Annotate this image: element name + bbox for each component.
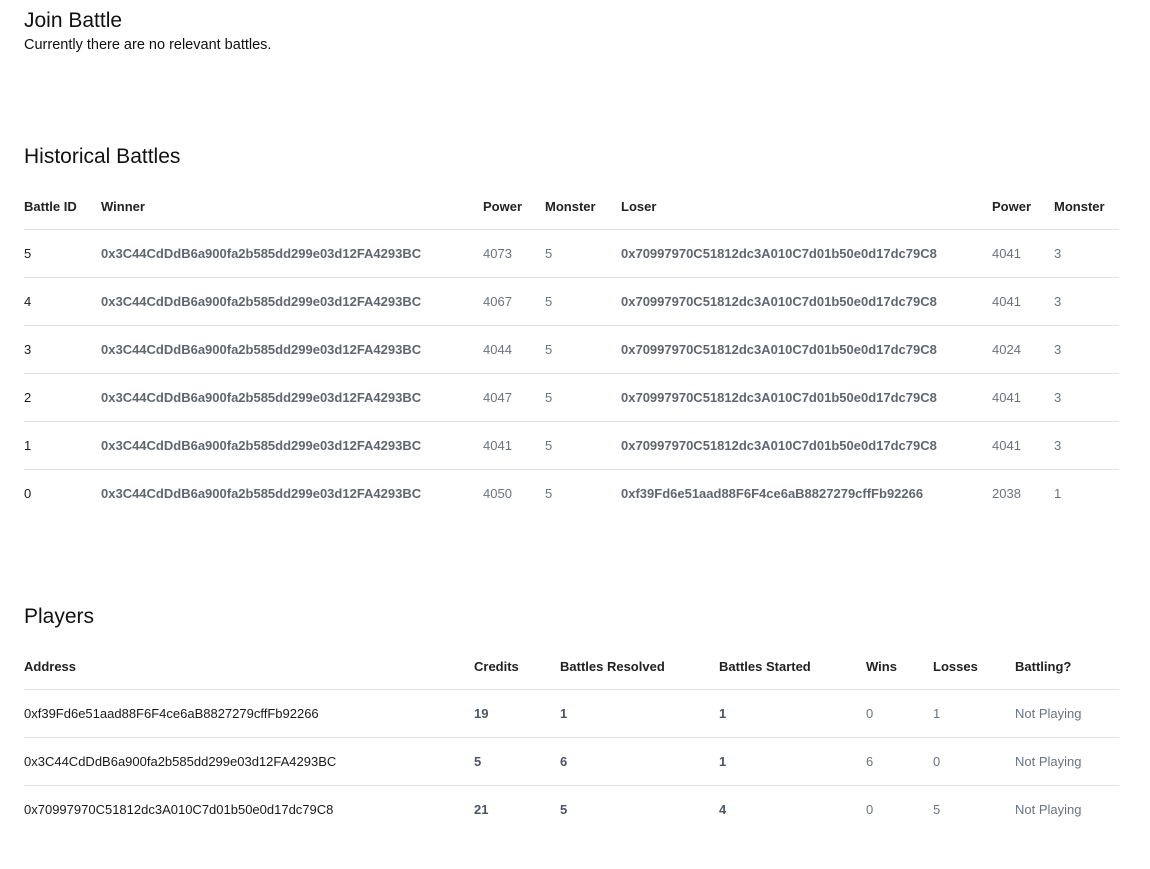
player-address: 0xf39Fd6e51aad88F6F4ce6aB8827279cffFb92266 xyxy=(24,690,474,738)
loser-monster: 3 xyxy=(1054,374,1119,422)
winner-monster: 5 xyxy=(545,374,621,422)
table-row xyxy=(24,786,1119,834)
winner-address: 0x3C44CdDdB6a900fa2b585dd299e03d12FA4293BC xyxy=(101,278,483,326)
player-losses: 1 xyxy=(933,690,1015,738)
player-battles-resolved: 6 xyxy=(560,738,719,786)
winner-monster: 5 xyxy=(545,326,621,374)
player-wins: 0 xyxy=(866,690,933,738)
loser-monster: 3 xyxy=(1054,230,1119,278)
col-header-winner-monster: Monster xyxy=(545,183,621,230)
loser-power: 4041 xyxy=(992,374,1054,422)
col-header-address: Address xyxy=(24,643,474,690)
player-losses: 0 xyxy=(933,738,1015,786)
winner-monster: 5 xyxy=(545,230,621,278)
winner-power: 4041 xyxy=(483,422,545,470)
winner-monster: 5 xyxy=(545,422,621,470)
table-row xyxy=(24,470,1119,518)
battle-id: 2 xyxy=(24,374,101,422)
winner-address: 0x3C44CdDdB6a900fa2b585dd299e03d12FA4293BC xyxy=(101,422,483,470)
loser-monster: 1 xyxy=(1054,486,1062,501)
player-losses: 5 xyxy=(933,802,941,817)
loser-power: 2038 xyxy=(992,486,1021,501)
loser-monster: 3 xyxy=(1054,422,1119,470)
table-row xyxy=(24,422,1119,470)
loser-power: 4024 xyxy=(992,326,1054,374)
loser-power: 4041 xyxy=(992,230,1054,278)
battle-id: 4 xyxy=(24,278,101,326)
table-header-row xyxy=(24,183,1119,230)
col-header-battle-id: Battle ID xyxy=(24,183,101,230)
battle-id: 1 xyxy=(24,422,101,470)
battle-id: 0 xyxy=(24,486,32,501)
winner-power: 4044 xyxy=(483,326,545,374)
historical-battles-title: Historical Battles xyxy=(24,145,181,168)
winner-power: 4067 xyxy=(483,278,545,326)
table-row xyxy=(24,738,1119,786)
col-header-battles-resolved: Battles Resolved xyxy=(560,643,719,690)
loser-power: 4041 xyxy=(992,278,1054,326)
player-battles-started: 1 xyxy=(719,738,866,786)
battle-id: 3 xyxy=(24,326,101,374)
player-address: 0x3C44CdDdB6a900fa2b585dd299e03d12FA4293BC xyxy=(24,738,474,786)
loser-address: 0x70997970C51812dc3A010C7d01b50e0d17dc79C8 xyxy=(621,422,992,470)
players-table xyxy=(24,643,1119,833)
player-wins: 6 xyxy=(866,738,933,786)
col-header-battles-started: Battles Started xyxy=(719,643,866,690)
winner-power: 4050 xyxy=(483,486,512,501)
historical-battles-table xyxy=(24,183,1119,517)
col-header-loser-power: Power xyxy=(992,183,1054,230)
table-row xyxy=(24,326,1119,374)
loser-address: 0x70997970C51812dc3A010C7d01b50e0d17dc79C8 xyxy=(621,230,992,278)
player-credits: 19 xyxy=(474,690,560,738)
player-battling-status: Not Playing xyxy=(1015,690,1119,738)
player-battles-started: 1 xyxy=(719,690,866,738)
loser-address: 0x70997970C51812dc3A010C7d01b50e0d17dc79C8 xyxy=(621,326,992,374)
table-row xyxy=(24,278,1119,326)
player-battling-status: Not Playing xyxy=(1015,738,1119,786)
join-battle-title: Join Battle xyxy=(24,9,123,32)
player-credits: 21 xyxy=(474,802,489,817)
battle-id: 5 xyxy=(24,230,101,278)
table-row xyxy=(24,690,1119,738)
loser-monster: 3 xyxy=(1054,326,1119,374)
col-header-credits: Credits xyxy=(474,643,560,690)
loser-address: 0xf39Fd6e51aad88F6F4ce6aB8827279cffFb92266 xyxy=(621,486,924,501)
col-header-winner-power: Power xyxy=(483,183,545,230)
player-battles-resolved: 5 xyxy=(560,802,568,817)
join-battle-message: Currently there are no relevant battles. xyxy=(24,37,272,53)
col-header-wins: Wins xyxy=(866,643,933,690)
col-header-loser: Loser xyxy=(621,183,992,230)
winner-address: 0x3C44CdDdB6a900fa2b585dd299e03d12FA4293BC xyxy=(101,230,483,278)
winner-monster: 5 xyxy=(545,278,621,326)
player-battling-status: Not Playing xyxy=(1015,802,1082,817)
table-header-row xyxy=(24,643,1119,690)
loser-address: 0x70997970C51812dc3A010C7d01b50e0d17dc79C8 xyxy=(621,278,992,326)
winner-address: 0x3C44CdDdB6a900fa2b585dd299e03d12FA4293BC xyxy=(101,326,483,374)
loser-address: 0x70997970C51812dc3A010C7d01b50e0d17dc79C8 xyxy=(621,374,992,422)
loser-power: 4041 xyxy=(992,422,1054,470)
col-header-loser-monster: Monster xyxy=(1054,183,1119,230)
loser-monster: 3 xyxy=(1054,278,1119,326)
table-row xyxy=(24,374,1119,422)
player-address: 0x70997970C51812dc3A010C7d01b50e0d17dc79C8 xyxy=(24,802,334,817)
winner-address: 0x3C44CdDdB6a900fa2b585dd299e03d12FA4293BC xyxy=(101,486,422,501)
winner-power: 4047 xyxy=(483,374,545,422)
player-wins: 0 xyxy=(866,802,874,817)
col-header-winner: Winner xyxy=(101,183,483,230)
winner-monster: 5 xyxy=(545,486,553,501)
table-row xyxy=(24,230,1119,278)
winner-power: 4073 xyxy=(483,230,545,278)
players-title: Players xyxy=(24,605,95,628)
col-header-losses: Losses xyxy=(933,643,1015,690)
player-battles-started: 4 xyxy=(719,802,727,817)
col-header-battling: Battling? xyxy=(1015,643,1119,690)
player-credits: 5 xyxy=(474,738,560,786)
player-battles-resolved: 1 xyxy=(560,690,719,738)
winner-address: 0x3C44CdDdB6a900fa2b585dd299e03d12FA4293BC xyxy=(101,374,483,422)
